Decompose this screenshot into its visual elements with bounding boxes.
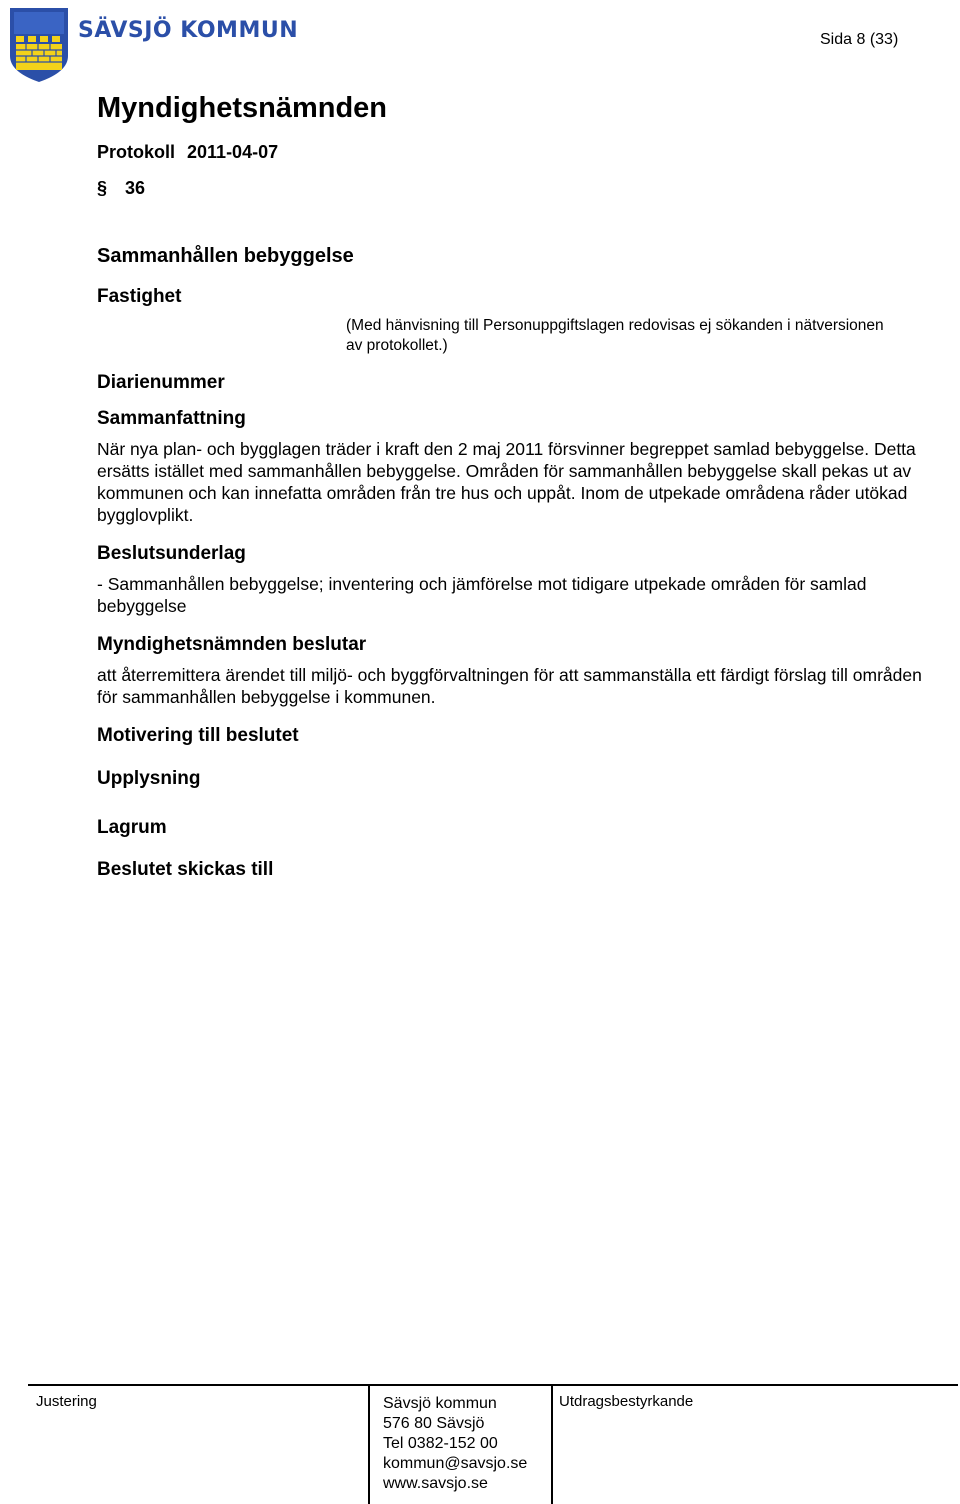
skickas-heading: Beslutet skickas till	[97, 859, 274, 880]
justering-label: Justering	[36, 1393, 97, 1410]
diarienummer-heading: Diarienummer	[97, 372, 225, 393]
fastighet-heading: Fastighet	[97, 286, 182, 307]
section-line	[97, 178, 145, 199]
footer-address-line: Sävsjö kommun	[383, 1395, 497, 1412]
sammanfattning-text: När nya plan- och bygglagen träder i kraft den 2 maj 2011 försvinner begreppet samlad bebyggelse. Detta ersätts istället med sammanhållen bebyggelse. Områden för sammanhållen bebyggelse skall pekas ut av kommunen och kan innefatta områden från tre hus och uppåt. Inom de utpekade områdena råder utökad bygglovplikt.	[97, 439, 916, 525]
utdragsbestyrkande-label: Utdragsbestyrkande	[559, 1393, 694, 1410]
lagrum-heading: Lagrum	[97, 817, 167, 838]
beslutar-heading: Myndighetsnämnden beslutar	[97, 634, 367, 655]
beslutsunderlag-text: - Sammanhållen bebyggelse; inventering och jämförelse mot tidigare utpekade områden för samlad bebyggelse	[97, 574, 867, 616]
protocol-label: Protokoll	[97, 142, 176, 162]
protocol-line	[97, 142, 278, 163]
footer-address	[383, 1394, 527, 1494]
footer-column-divider	[551, 1386, 553, 1504]
case-title: Sammanhållen bebyggelse	[97, 245, 354, 267]
logo-text: SÄVSJÖ KOMMUN	[78, 18, 299, 43]
footer-email: kommun@savsjo.se	[383, 1455, 528, 1472]
municipal-coat-of-arms-icon	[8, 6, 70, 84]
motivering-heading: Motivering till beslutet	[97, 725, 299, 746]
footer-address-line: 576 80 Sävsjö	[383, 1415, 485, 1432]
footer-column-divider	[368, 1386, 370, 1504]
section-sign: §	[97, 178, 108, 198]
protocol-date: 2011-04-07	[187, 142, 279, 162]
beslutar-text: att återremittera ärendet till miljö- och byggförvaltningen för att sammanställa ett färdigt förslag till områden för sammanhållen bebyggelse i kommunen.	[97, 665, 922, 707]
footer-website: www.savsjo.se	[383, 1475, 488, 1492]
footer-divider	[28, 1384, 958, 1386]
sammanfattning-heading: Sammanfattning	[97, 408, 246, 429]
committee-title: Myndighetsnämnden	[97, 92, 388, 124]
page-number: Sida 8 (33)	[820, 31, 899, 48]
section-number: 36	[125, 178, 146, 198]
beslutsunderlag-heading: Beslutsunderlag	[97, 543, 246, 564]
footer-address-line: Tel 0382-152 00	[383, 1435, 498, 1452]
upplysning-heading: Upplysning	[97, 768, 201, 789]
privacy-note: (Med hänvisning till Personuppgiftslagen redovisas ej sökanden i nätversionen av protokollet.)	[346, 317, 884, 354]
